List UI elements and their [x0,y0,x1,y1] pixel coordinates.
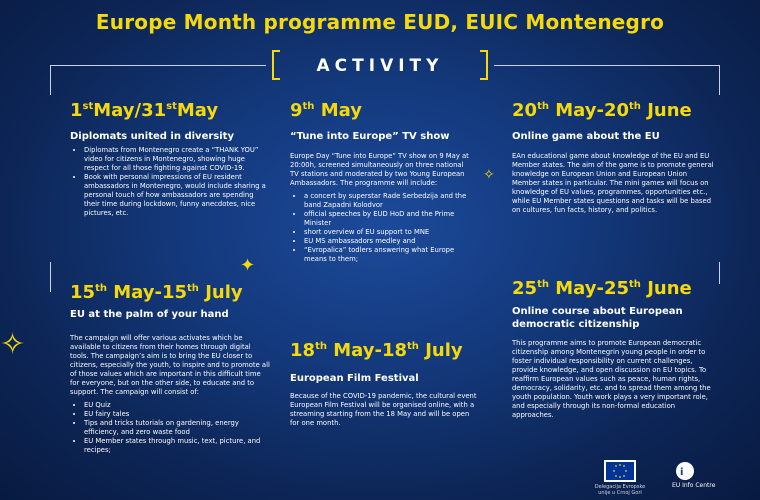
page-title: Europe Month programme EUD, EUIC Montenegro [95,10,665,34]
list-item: • EU Quiz [84,401,270,410]
event-date: 18th May-18th July [290,340,463,361]
event-card-diplomats [70,100,270,218]
event-body: This programme aims to promote European democratic citizenship among Montenegrin young people in order to foster individual responsibility on current challenges, provide knowledge, and open discussion on EU topics. To reaffirm European values such as peace, human rights, democracy, solidarity, etc. and to spread them among the youth population. Youth work plays a very important role, and especially through its non-formal education approaches. [512,339,711,419]
event-heading: “Tune into Europe” TV show [290,131,450,142]
star-icon: ✧ [483,167,495,183]
event-body: Because of the COVID-19 pandemic, the cultural event European Film Festival will be organised online, with a streaming starting from the 18 May and will be open for one month. [290,392,477,427]
event-date: 15th May-15th July [70,282,243,303]
connector-left-drop [50,65,51,95]
event-heading: Diplomats united in diversity [70,131,234,142]
event-date: 9th May [290,100,362,121]
list-item: • official speeches by EUD HoD and the Prime Minister [304,210,472,228]
list-item: • Diplomats from Montenegro create a “THANK YOU” video for citizens in Montenegro, showing huge respect for all those fighting against COVID-19. [84,146,270,173]
event-heading: European Film Festival [290,373,419,384]
event-date: 1stMay/31stMay [70,100,219,121]
star-icon: ✦ [240,255,256,276]
list-item: • “Evropalica” todlers answering what Europe means to them; [304,246,472,264]
list-item: • a concert by superstar Rade Serbedzija and the band Zapadni Kolodvor [304,192,472,210]
list-item: • Book with personal impressions of EU resident ambassadors in Montenegro, would include sharing a personal touch of how ambassadors are spending their time during lockdown, funny anecdotes, nice pictures, etc. [84,173,270,218]
list-item: • Tips and tricks tutorials on gardening, energy efficiency, and zero waste food [84,419,270,437]
event-heading: EU at the palm of your hand [70,309,229,320]
list-item: • EU MS ambassadors medley and [304,237,472,246]
eu-delegation-logo [594,460,646,496]
eu-info-centre-mark-icon [676,462,694,480]
event-card-film-festival [290,340,480,428]
event-body: The campaign will offer various activates which be available to citizens from their homes through digital tools. The campaign’s aim is to bring the EU closer to citizens, especially the youth, to inspire and to promote all of those values which are important in this difficult time for everyone, but on the other side, to educate and to support. The campaign will consist of: • EU Quiz • EU fairy tales • Tips and tricks tutorials on gardening, energy efficiency, and zero waste food • EU Member states through music, text, picture, and recipes; [70,334,270,455]
event-card-palm-of-hand [70,282,270,455]
eu-flag-icon [604,460,636,482]
connector-right-drop [719,65,720,95]
svg-text:i: i [680,467,684,478]
eu-info-centre-logo [672,462,752,489]
list-item: • short overview of EU support to MNE [304,228,472,237]
connector-right-top [494,65,720,66]
event-heading: Online game about the EU [512,131,660,142]
eu-delegation-label: Delegacija Evropske unije u Crnoj Gori [594,484,646,496]
event-body: Europe Day “Tune into Europe” TV show on 9 May at 20:00h, screened simultaneously on three national TV stations and moderated by two Young European Ambassadors. The programme will include: • a concert by superstar Rade Serbedzija and the band Zapadni Kolodvor • official speeches by EUD HoD and the Prime Minister • short overview of EU support to MNE • EU MS ambassadors medley and • “Evropalica” todlers answering what Europe means to them; [290,152,472,264]
event-body [70,146,270,218]
event-heading: Online course about European democratic citizenship [512,306,683,330]
event-body: EAn educational game about knowledge of the EU and EU Member states. The aim of the game is to promote general knowledge on European Union and European Union Member states in particular. The mini games will focus on knowledge of EU values, programmes, opportunities etc., while EU Member states questions and tasks will be based on cultures, fun facts, history, and politics. [512,152,714,214]
event-card-tv-show [290,100,472,264]
event-card-democratic-citizenship [512,278,717,420]
list-item: • EU Member states through music, text, picture, and recipes; [84,437,270,455]
star-icon: ✧ [0,327,26,362]
eu-info-centre-label: EU Info Centre [672,482,716,489]
connector-left-top [50,65,266,66]
event-date: 25th May-25th June [512,278,692,299]
event-date: 20th May-20th June [512,100,692,121]
connector-right-mid [719,262,720,284]
connector-left-mid [50,262,51,292]
activity-banner: ACTIVITY [316,56,444,76]
event-card-online-game [512,100,717,215]
list-item: • EU fairy tales [84,410,270,419]
